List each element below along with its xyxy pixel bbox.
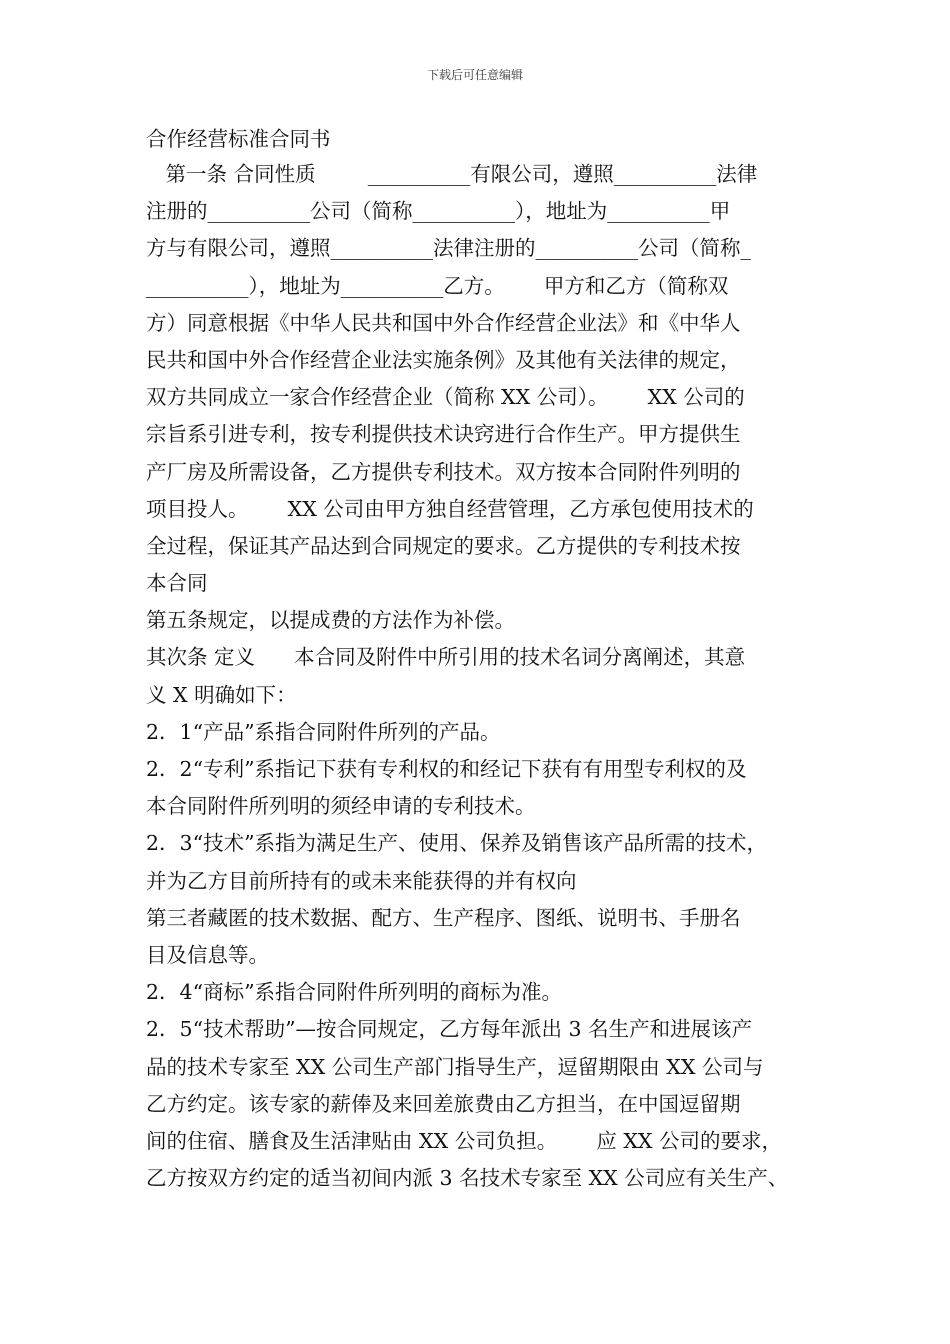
body-line: 双方共同成立一家合作经营企业（简称 XX 公司）。 XX 公司的	[146, 385, 745, 410]
body-line: 全过程，保证其产品达到合同规定的要求。乙方提供的专利技术按	[146, 533, 741, 558]
document-body	[146, 122, 826, 1197]
body-line: 其次条 定义 本合同及附件中所引用的技术名词分离阐述，其意	[146, 645, 746, 670]
body-line: 间的住宿、膳食及生活津贴由 XX 公司负担。 应 XX 公司的要求，	[146, 1128, 783, 1153]
body-line: 宗旨系引进专利，按专利提供技术诀窍进行合作生产。甲方提供生	[146, 422, 741, 447]
body-line: 民共和国中外合作经营企业法实施条例》及其他有关法律的规定，	[146, 347, 741, 372]
body-line: 2．3“技术”系指为满足生产、使用、保养及销售该产品所需的技术，	[146, 831, 768, 856]
body-line: 义 X 明确如下：	[146, 682, 297, 707]
body-line: 项目投人。 XX 公司由甲方独自经营管理，乙方承包使用技术的	[146, 496, 754, 521]
body-line: 第五条规定，以提成费的方法作为补偿。	[146, 608, 515, 633]
body-line: 方与有限公司，遵照__________法律注册的__________公司（简称_	[146, 236, 751, 261]
body-line: 产厂房及所需设备，乙方提供专利技术。双方按本合同附件列明的	[146, 459, 741, 484]
body-line: 本合同附件所列明的须经申请的专利技术。	[146, 794, 536, 819]
body-line: 并为乙方目前所持有的或未来能获得的并有权向	[146, 868, 577, 893]
body-line: 乙方按双方约定的适当初间内派 3 名技术专家至 XX 公司应有关生产、	[146, 1166, 789, 1191]
body-line: 方）同意根据《中华人民共和国中外合作经营企业法》和《中华人	[146, 310, 741, 335]
page-header: 下载后可任意编辑	[426, 68, 523, 82]
body-line: 注册的__________公司（简称__________），地址为__________甲	[146, 199, 731, 224]
body-line: 2．2“专利”系指记下获有专利权的和经记下获有有用型专利权的及	[146, 757, 747, 781]
body-line: 第一条 合同性质 __________有限公司，遵照__________法律	[146, 162, 758, 186]
body-line: __________），地址为__________乙方。 甲方和乙方（简称双	[146, 273, 729, 298]
body-line: 目及信息等。	[146, 942, 269, 967]
body-line: 品的技术专家至 XX 公司生产部门指导生产，逗留期限由 XX 公司与	[146, 1054, 764, 1079]
body-line: 本合同	[146, 571, 208, 596]
document-title: 合作经营标准合同书	[146, 127, 331, 151]
body-line: 2．1“产品”系指合同附件所列的产品。	[146, 719, 501, 744]
body-line: 2．4“商标”系指合同附件所列明的商标为准。	[146, 980, 563, 1005]
body-line: 乙方约定。该专家的薪俸及来回差旅费由乙方担当，在中国逗留期	[146, 1091, 741, 1116]
body-line: 2．5“技术帮助”—按合同规定，乙方每年派出 3 名生产和进展该产	[146, 1017, 753, 1042]
body-line: 第三者藏匿的技术数据、配方、生产程序、图纸、说明书、手册名	[146, 905, 741, 930]
